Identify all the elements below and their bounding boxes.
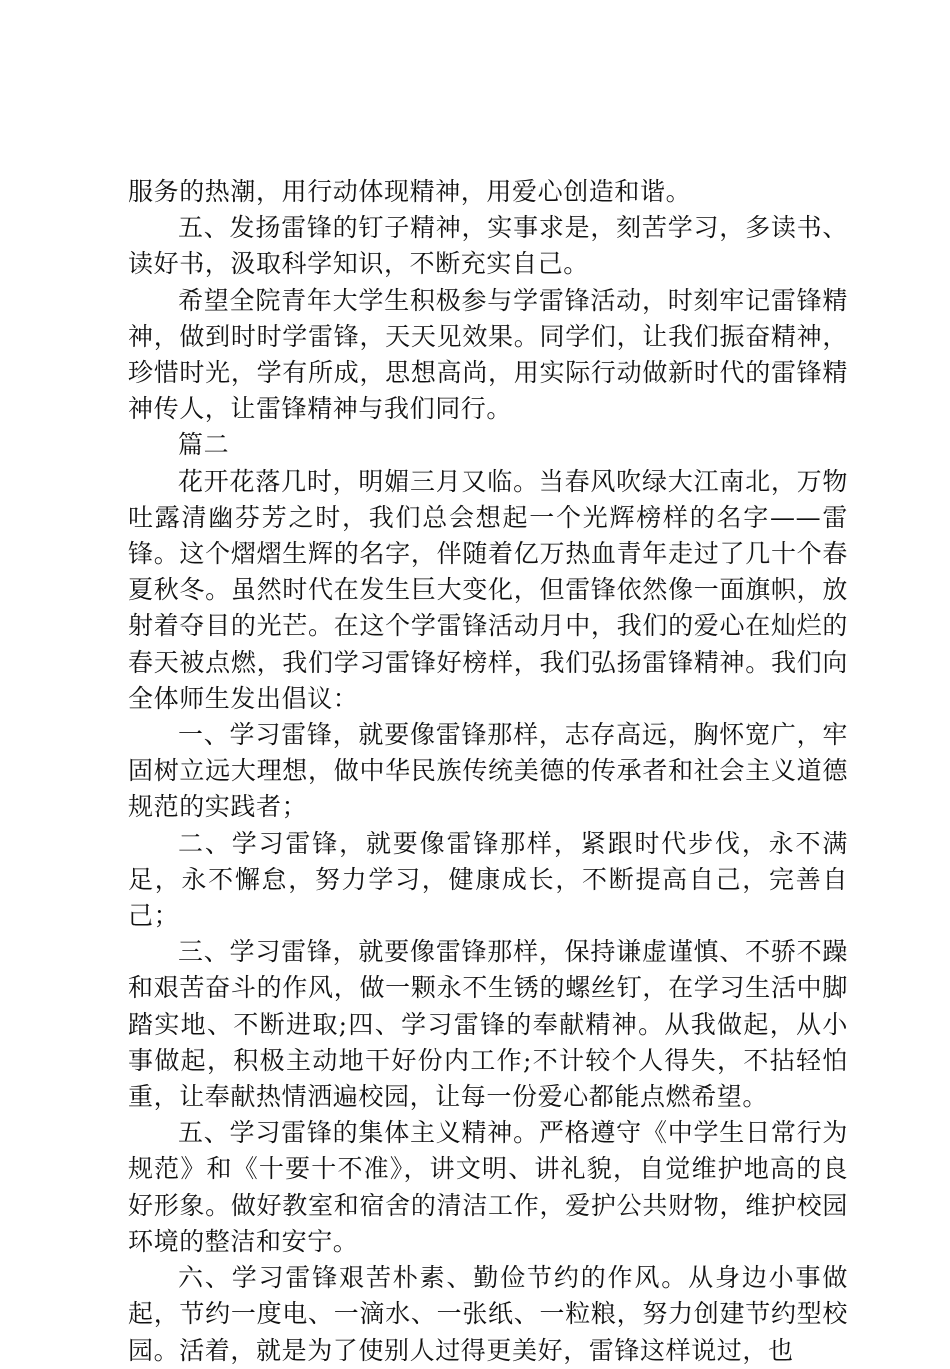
paragraph-point-six: 六、学习雷锋艰苦朴素、勤俭节约的作风。从身边小事做起，节约一度电、一滴水、一张纸、一粒粮，努力创建节约型校园。活着，就是为了使别人过得更美好，雷锋这样说过，也 xyxy=(128,1263,848,1365)
document-body xyxy=(128,174,848,1369)
paragraph-spring-intro: 花开花落几时，明媚三月又临。当春风吹绿大江南北，万物吐露清幽芬芳之时，我们总会想起一个光辉榜样的名字——雷锋。这个熠熠生辉的名字，伴随着亿万热血青年走过了几十个春夏秋冬。虽然时代在发生巨大变化，但雷锋依然像一面旗帜，放射着夺目的光芒。在这个学雷锋活动月中，我们的爱心在灿烂的春天被点燃，我们学习雷锋好榜样，我们弘扬雷锋精神。我们向全体师生发出倡议： xyxy=(128,466,848,713)
paragraph-hope: 希望全院青年大学生积极参与学雷锋活动，时刻牢记雷锋精神，做到时时学雷锋，天天见效果。同学们，让我们振奋精神，珍惜时光，学有所成，思想高尚，用实际行动做新时代的雷锋精神传人，让雷锋精神与我们同行。 xyxy=(128,285,848,424)
paragraph-point-five-collective: 五、学习雷锋的集体主义精神。严格遵守《中学生日常行为规范》和《十要十不准》，讲文明、讲礼貌，自觉维护地高的良好形象。做好教室和宿舍的清洁工作，爱护公共财物，维护校园环境的整洁和安宁。 xyxy=(128,1118,848,1256)
paragraph-point-two: 二、学习雷锋，就要像雷锋那样，紧跟时代步伐，永不满足，永不懈怠，努力学习，健康成长，不断提高自己，完善自己； xyxy=(128,828,848,931)
paragraph-point-one: 一、学习雷锋，就要像雷锋那样，志存高远，胸怀宽广，牢固树立远大理想，做中华民族传统美德的传承者和社会主义道德规范的实践者； xyxy=(128,720,848,822)
paragraph-point-three-four: 三、学习雷锋，就要像雷锋那样，保持谦虚谨慎、不骄不躁和艰苦奋斗的作风，做一颗永不生锈的螺丝钉，在学习生活中脚踏实地、不断进取;四、学习雷锋的奉献精神。从我做起，从小事做起，积极主动地干好份内工作;不计较个人得失，不拈轻怕重，让奉献热情洒遍校园，让每一份爱心都能点燃希望。 xyxy=(128,937,848,1112)
paragraph-point-five-study: 五、发扬雷锋的钉子精神，实事求是，刻苦学习，多读书、读好书，汲取科学知识，不断充实自己。 xyxy=(128,213,848,279)
paragraph-intro-continuation: 服务的热潮，用行动体现精神，用爱心创造和谐。 xyxy=(128,177,692,206)
section-heading-part-two: 篇二 xyxy=(178,430,230,460)
